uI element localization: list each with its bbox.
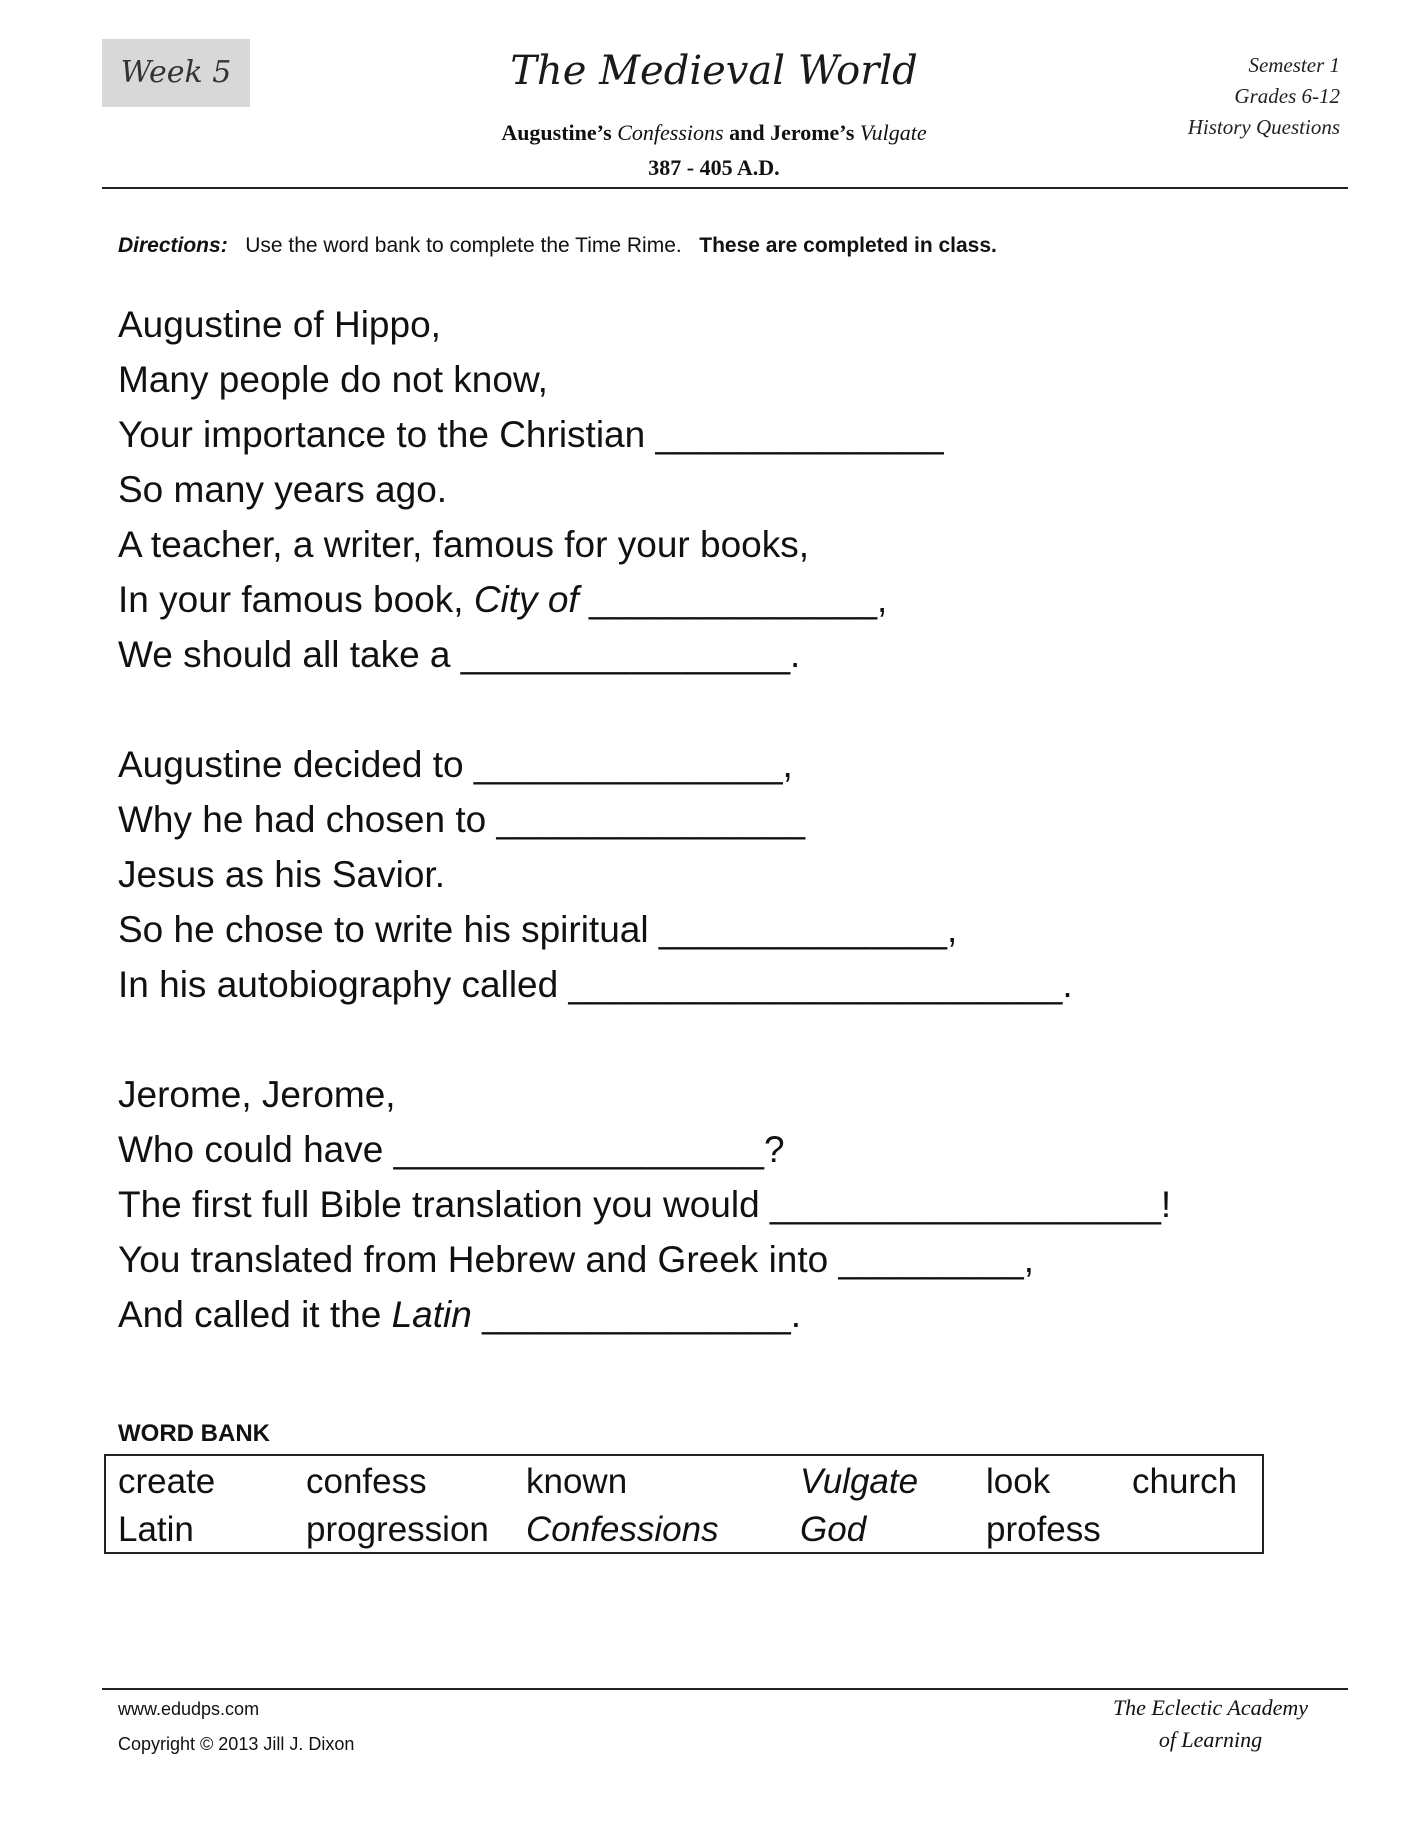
line-text: We should all take a [118, 634, 461, 675]
academy-logo [1113, 1692, 1308, 1756]
footer-info [118, 1692, 354, 1762]
poem-line [118, 572, 1171, 627]
fill-blank[interactable]: ___________________! [769, 1184, 1172, 1225]
directions-text: Use the word bank to complete the Time Rime. [245, 234, 682, 257]
fill-blank[interactable]: _______________ [496, 799, 806, 840]
academy-name-line: The Eclectic Academy [1112, 1695, 1308, 1720]
line-text: And called it the [118, 1294, 392, 1335]
week-label: Week 5 [102, 39, 250, 107]
word-bank-word: Confessions [526, 1510, 719, 1549]
word-bank-word: known [526, 1462, 628, 1501]
fill-blank[interactable]: ______________, [658, 909, 958, 950]
fill-blank[interactable]: ______________, [578, 579, 888, 620]
word-bank-word: look [986, 1462, 1051, 1501]
poem-line [118, 407, 1171, 462]
academy-name-line: of Learning [1158, 1727, 1263, 1752]
stanza-break [118, 1012, 1171, 1067]
line-text-italic: City of [473, 579, 579, 620]
poem-line [118, 1287, 1171, 1342]
fill-blank[interactable]: __________________? [393, 1129, 785, 1170]
time-rime-poem [118, 297, 1171, 1342]
poem-line [118, 1232, 1171, 1287]
fill-blank[interactable]: _______________. [471, 1294, 802, 1335]
poem-line [118, 957, 1171, 1012]
word-bank-title: WORD BANK [118, 1420, 270, 1447]
directions-note: These are completed in class. [699, 234, 997, 257]
subtitle-part: Augustine’s [501, 120, 618, 145]
word-bank-word: confess [306, 1462, 427, 1501]
subtitle-confessions: Confessions [617, 120, 724, 145]
line-text: You translated from Hebrew and Greek into [118, 1239, 839, 1280]
line-text-italic: Latin [391, 1294, 472, 1335]
fill-blank[interactable]: _________, [838, 1239, 1035, 1280]
poem-line: Many people do not know, [118, 359, 548, 400]
line-text: Why he had chosen to [118, 799, 497, 840]
subtitle-part: and Jerome’s [723, 120, 860, 145]
poem-line [118, 1122, 1171, 1177]
word-bank-box [104, 1454, 1264, 1554]
subtitle-vulgate: Vulgate [859, 120, 927, 145]
page-title: The Medieval World [510, 48, 918, 94]
directions-label: Directions: [118, 234, 228, 257]
stanza-break [118, 682, 1171, 737]
line-text: In your famous book, [118, 579, 474, 620]
fill-blank[interactable]: ______________ [655, 414, 944, 455]
line-text: Your importance to the Christian [118, 414, 656, 455]
grades-label: Grades 6-12 [1234, 84, 1340, 108]
copyright: Copyright © 2013 Jill J. Dixon [118, 1734, 355, 1754]
line-text: So he chose to write his spiritual [118, 909, 659, 950]
directions [118, 234, 997, 258]
poem-line: Jesus as his Savior. [118, 854, 445, 895]
footer-divider [102, 1688, 1348, 1690]
poem-line: Jerome, Jerome, [118, 1074, 396, 1115]
fill-blank[interactable]: _______________, [473, 744, 793, 785]
fill-blank[interactable]: ________________________. [568, 964, 1073, 1005]
poem-line: A teacher, a writer, famous for your books, [118, 524, 810, 565]
line-text: Who could have [118, 1129, 394, 1170]
type-label: History Questions [1187, 115, 1340, 139]
line-text: In his autobiography called [118, 964, 569, 1005]
word-bank-word: church [1132, 1462, 1238, 1501]
website-link[interactable]: www.edudps.com [118, 1699, 260, 1719]
word-bank-word: Latin [118, 1510, 194, 1549]
poem-line [118, 902, 1171, 957]
poem-line [118, 792, 1171, 847]
header-divider [102, 187, 1348, 189]
word-bank-word: create [118, 1462, 216, 1501]
poem-line: Augustine of Hippo, [118, 304, 441, 345]
line-text: Augustine decided to [118, 744, 474, 785]
fill-blank[interactable]: ________________. [460, 634, 801, 675]
poem-line: So many years ago. [118, 469, 448, 510]
poem-line [118, 1177, 1171, 1232]
date-range: 387 - 405 A.D. [648, 155, 780, 180]
poem-line [118, 627, 1171, 682]
word-bank-word: profess [986, 1510, 1101, 1549]
word-bank-word: Vulgate [800, 1462, 919, 1501]
poem-line [118, 737, 1171, 792]
word-bank-word: God [800, 1510, 867, 1549]
course-info [1188, 50, 1340, 143]
line-text: The first full Bible translation you would [118, 1184, 770, 1225]
word-bank-word: progression [306, 1510, 489, 1549]
semester-label: Semester 1 [1248, 53, 1340, 77]
